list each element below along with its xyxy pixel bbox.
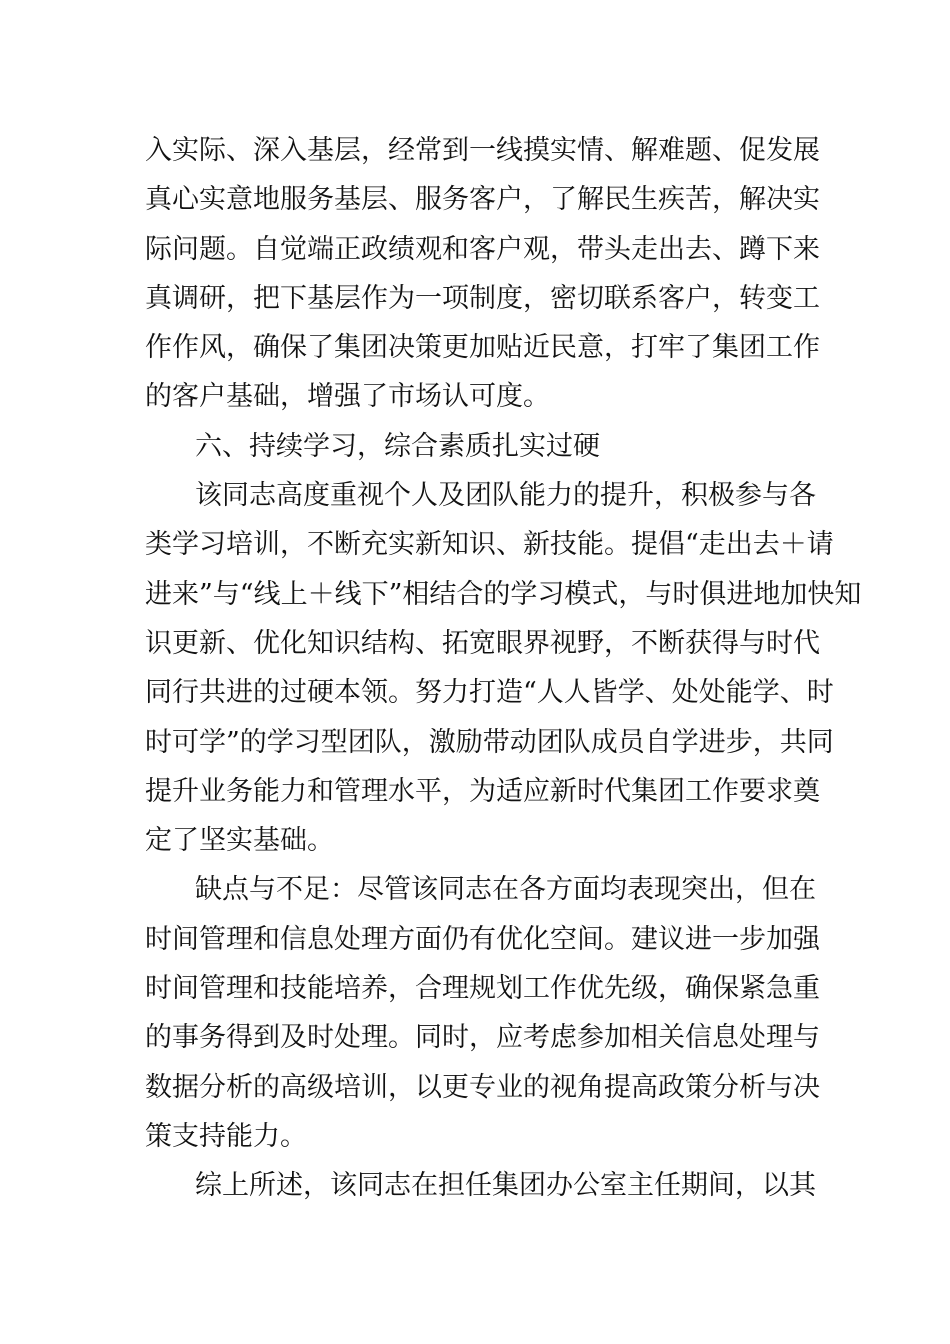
text-line: 类学习培训，不断充实新知识、新技能。提倡“走出去＋请 [145,529,834,561]
text-line: 的事务得到及时处理。同时，应考虑参加相关信息处理与 [145,1022,820,1054]
text-line: 同行共进的过硬本领。努力打造“人人皆学、处处能学、时 [145,677,834,709]
text-line: 时可学”的学习型团队，激励带动团队成员自学进步，共同 [145,726,834,758]
text-line: 时间管理和信息处理方面仍有优化空间。建议进一步加强 [145,923,820,955]
text-line: 识更新、优化知识结构、拓宽眼界视野，不断获得与时代 [145,627,820,659]
section-heading: 六、持续学习，综合素质扎实过硬 [195,430,600,462]
text-line: 的客户基础，增强了市场认可度。 [145,381,550,413]
document-body [145,126,862,1211]
text-line: 真心实意地服务基层、服务客户，了解民生疾苦，解决实 [145,184,820,216]
text-line: 提升业务能力和管理水平，为适应新时代集团工作要求奠 [145,775,820,807]
text-line: 定了坚实基础。 [145,825,334,857]
text-line: 综上所述，该同志在担任集团办公室主任期间，以其 [195,1170,816,1202]
text-line: 缺点与不足：尽管该同志在各方面均表现突出，但在 [195,874,816,906]
text-line: 进来”与“线上＋线下”相结合的学习模式，与时俱进地加快知 [145,578,862,610]
text-line: 入实际、深入基层，经常到一线摸实情、解难题、促发展 [145,135,820,166]
text-line: 际问题。自觉端正政绩观和客户观，带头走出去、蹲下来 [145,233,820,265]
text-line: 策支持能力。 [145,1120,307,1152]
text-line: 时间管理和技能培养，合理规划工作优先级，确保紧急重 [145,973,820,1005]
text-line: 真调研，把下基层作为一项制度，密切联系客户，转变工 [145,282,820,314]
text-line: 数据分析的高级培训，以更专业的视角提高政策分析与决 [145,1071,820,1103]
text-line: 该同志高度重视个人及团队能力的提升，积极参与各 [195,480,816,512]
text-line: 作作风，确保了集团决策更加贴近民意，打牢了集团工作 [145,332,820,364]
